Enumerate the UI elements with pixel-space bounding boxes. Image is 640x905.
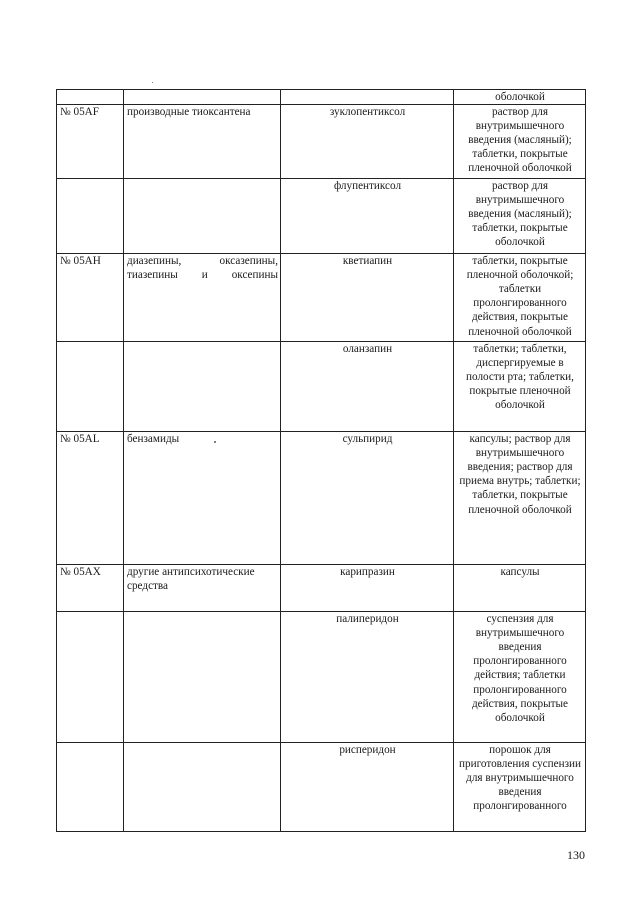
inn-cell: зуклопентиксол	[281, 105, 454, 179]
drug-table	[56, 89, 586, 832]
atc-code-cell: № 05AX	[57, 565, 124, 612]
table-row	[57, 105, 586, 179]
pharm-group-cell	[124, 179, 281, 254]
pharm-group-cell	[124, 342, 281, 432]
inn-cell: карипразин	[281, 565, 454, 612]
pharm-group-cell: другие антипсихотические средства	[124, 565, 281, 612]
table-row	[57, 342, 586, 432]
dosage-form-cell: таблетки; таблетки, диспергируемые в полости рта; таблетки, покрытые пленочной оболочкой	[454, 342, 586, 432]
atc-code-cell: № 05AL	[57, 432, 124, 565]
pharm-group-cell: производные тиоксантена	[124, 105, 281, 179]
dosage-form-cell: оболочкой	[454, 90, 586, 105]
inn-cell: оланзапин	[281, 342, 454, 432]
pharm-group-cell	[124, 90, 281, 105]
dosage-form-cell: раствор для внутримышечного введения (масляный); таблетки, покрытые оболочкой	[454, 179, 586, 254]
scan-speck	[152, 82, 153, 83]
table-row	[57, 612, 586, 743]
inn-cell: флупентиксол	[281, 179, 454, 254]
dosage-form-cell: порошок для приготовления суспензии для внутримышечного введения пролонгированного	[454, 743, 586, 832]
table-row	[57, 179, 586, 254]
pharm-group-cell	[124, 612, 281, 743]
table-row	[57, 565, 586, 612]
table-row	[57, 90, 586, 105]
inn-cell: рисперидон	[281, 743, 454, 832]
inn-cell: сульпирид	[281, 432, 454, 565]
atc-code-cell: № 05AF	[57, 105, 124, 179]
pharm-group-cell: бензамиды	[124, 432, 281, 565]
atc-code-cell	[57, 179, 124, 254]
page-number: 130	[567, 848, 585, 862]
table-row	[57, 432, 586, 565]
inn-cell	[281, 90, 454, 105]
atc-code-cell	[57, 612, 124, 743]
dosage-form-cell: суспензия для внутримышечного введения пролонгированного действия; таблетки пролонгированного действия, покрытые оболочкой	[454, 612, 586, 743]
dosage-form-cell: капсулы; раствор для внутримышечного введения; раствор для приема внутрь; таблетки; таблетки, покрытые пленочной оболочкой	[454, 432, 586, 565]
atc-code-cell	[57, 90, 124, 105]
inn-cell: кветиапин	[281, 254, 454, 342]
scan-speck	[214, 441, 216, 443]
atc-code-cell	[57, 743, 124, 832]
table-row	[57, 743, 586, 832]
dosage-form-cell: капсулы	[454, 565, 586, 612]
dosage-form-cell: таблетки, покрытые пленочной оболочкой; таблетки пролонгированного действия, покрытые пленочной оболочкой	[454, 254, 586, 342]
inn-cell: палиперидон	[281, 612, 454, 743]
dosage-form-cell: раствор для внутримышечного введения (масляный); таблетки, покрытые пленочной оболочкой	[454, 105, 586, 179]
atc-code-cell: № 05AH	[57, 254, 124, 342]
pharm-group-cell	[124, 743, 281, 832]
atc-code-cell	[57, 342, 124, 432]
pharm-group-cell: диазепины, оксазепины, тиазепины и оксепины	[124, 254, 281, 342]
table-row	[57, 254, 586, 342]
